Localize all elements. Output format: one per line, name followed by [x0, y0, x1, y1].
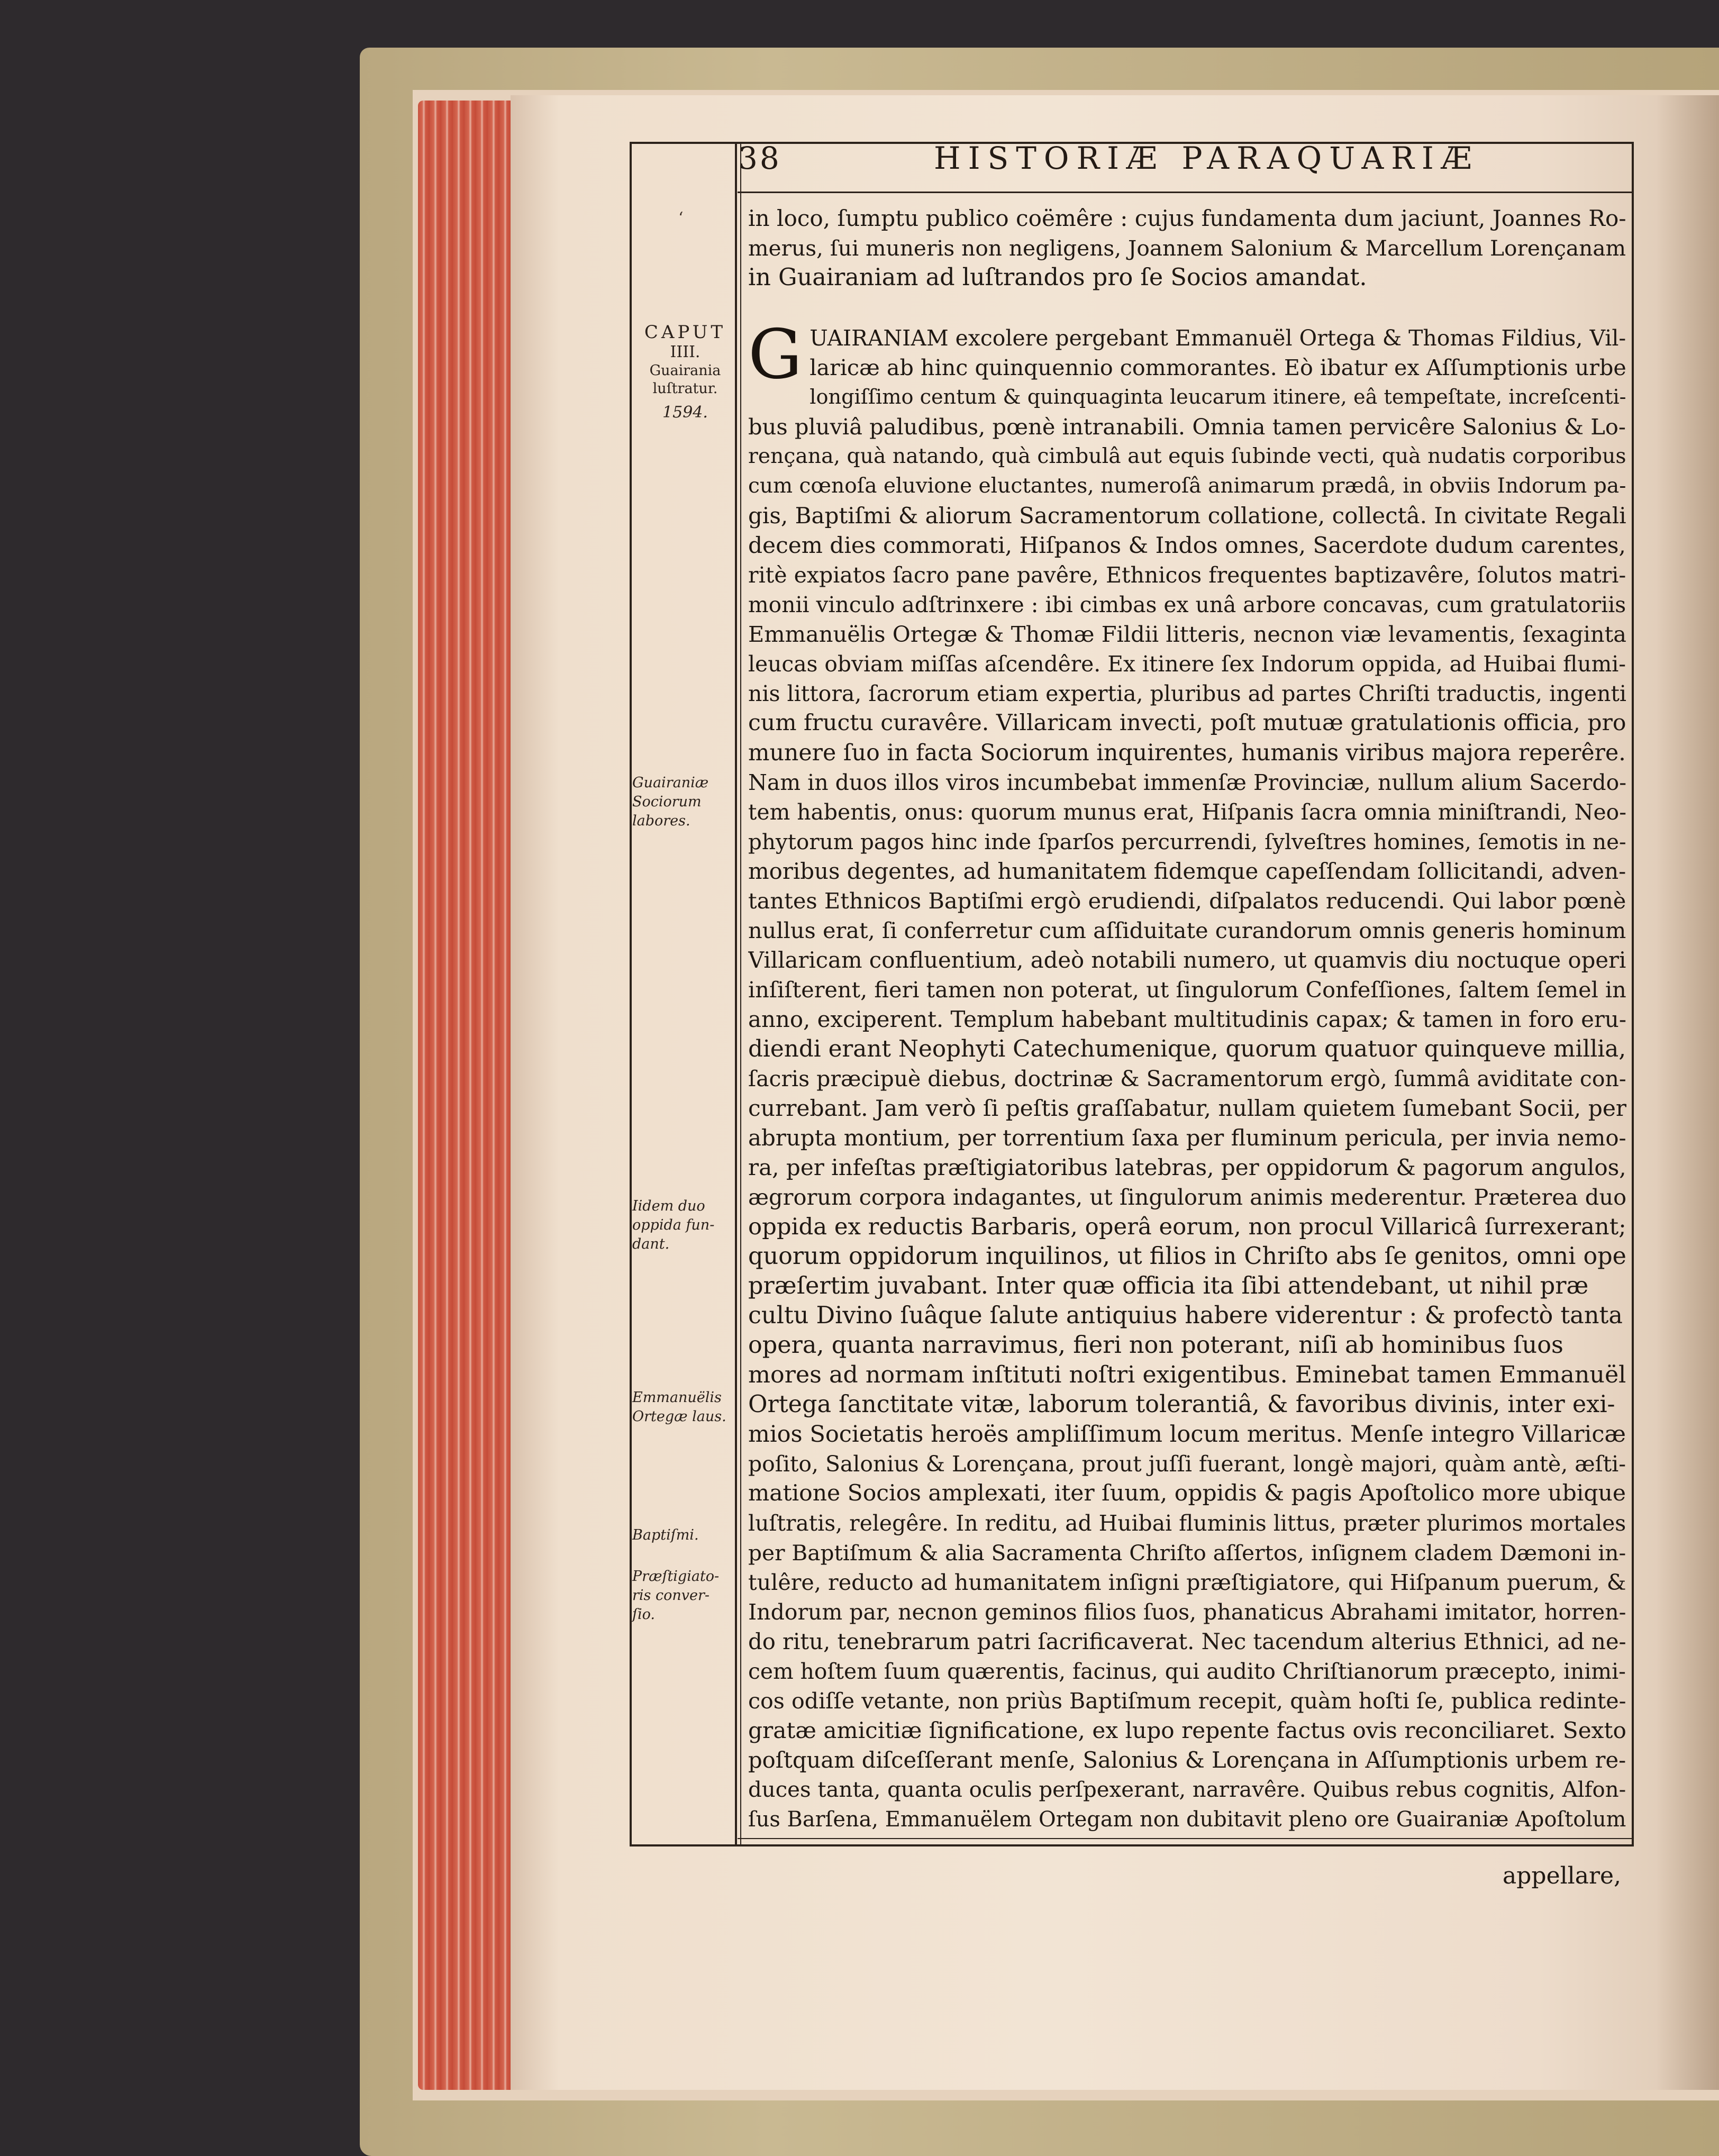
- text-line: cultu Divino ſuâque ſalute antiquius habere viderentur : & profectò tanta: [748, 1302, 1623, 1329]
- text-line: in loco, ſumptu publico coëmêre : cujus fundamenta dum jaciunt, Joannes Ro-: [748, 205, 1626, 231]
- drop-cap: G: [748, 315, 803, 394]
- margin-note-line: Baptiſmi.: [632, 1527, 699, 1543]
- text-line: bus pluviâ paludibus, pœnè intranabili. Omnia tamen pervicêre Salonius & Lo-: [748, 414, 1626, 440]
- text-line: præſertim juvabant. Inter quæ officia ita ſibi attendebant, ut nihil præ: [748, 1272, 1589, 1299]
- catchword: appellare,: [1503, 1862, 1622, 1889]
- frame-header-rule: [738, 192, 1634, 193]
- margin-note-line: Sociorum: [632, 794, 702, 810]
- text-line: decem dies commorati, Hiſpanos & Indos omnes, Sacerdote dudum carentes,: [748, 532, 1626, 558]
- text-line: duces tanta, quanta oculis perſpexerant, narravêre. Quibus rebus cognitis, Alfon-: [748, 1778, 1626, 1802]
- text-line: inſiſterent, fieri tamen non poterat, ut ſingulorum Confeſſiones, ſaltem ſemel in: [748, 977, 1626, 1003]
- text-line: per Baptiſmum & alia Sacramenta Chriſto aſſertos, inſignem cladem Dæmoni in-: [748, 1540, 1626, 1566]
- text-line: anno, exciperent. Templum habebant multitudinis capax; & tamen in foro eru-: [748, 1006, 1626, 1032]
- text-line: Ortega ſanctitate vitæ, laborum tolerantiâ, & favoribus divinis, inter exi-: [748, 1391, 1615, 1418]
- text-line: luſtratis, relegêre. In reditu, ad Huibai fluminis littus, præter plurimos mortales: [748, 1511, 1626, 1536]
- text-line: quorum oppidorum inquilinos, ut filios in Chriſto abs ſe genitos, omni ope: [748, 1243, 1626, 1270]
- red-page-edges: [418, 101, 524, 2090]
- margin-note-line: labores.: [632, 813, 690, 829]
- frame-inner-column-rule: [740, 142, 741, 1845]
- text-line: tem habentis, onus: quorum munus erat, Hiſpanis ſacra omnia miniſtrandi, Neo-: [748, 799, 1626, 825]
- text-line: moribus degentes, ad humanitatem fidemque capeſſendam ſollicitandi, adven-: [748, 858, 1626, 884]
- margin-note-labores: [632, 774, 738, 831]
- frame-right-rule: [1632, 142, 1634, 1845]
- paragraph-start: [748, 315, 1626, 394]
- text-line: ritè expiatos ſacro pane pavêre, Ethnicos frequentes baptizavêre, ſolutos matri-: [748, 562, 1626, 588]
- chapter-label: CAPUT: [644, 322, 726, 343]
- text-line: leucas obviam miſſas aſcendêre. Ex itinere ſex Indorum oppida, ad Huibai flumi-: [748, 651, 1626, 677]
- text-line: do ritu, tenebrarum patri ſacrificaverat. Nec tacendum alterius Ethnici, ad ne-: [748, 1629, 1626, 1654]
- text-line: mores ad normam inſtituti noſtri exigentibus. Eminebat tamen Emmanuël: [748, 1361, 1626, 1388]
- text-line: tulêre, reducto ad humanitatem inſigni præſtigiatore, qui Hiſpanum puerum, &: [748, 1570, 1626, 1595]
- chapter-subject-2: luſtratur.: [652, 380, 718, 397]
- frame-bottom-rule-inner: [738, 1838, 1634, 1839]
- margin-note-line: ris conver-: [632, 1587, 710, 1604]
- text-line: gis, Baptiſmi & aliorum Sacramentorum collatione, collectâ. In civitate Regali: [748, 503, 1626, 529]
- text-line: rençana, quà natando, quà cimbulâ aut equis ſubinde vecti, quà nudatis corporibus: [748, 444, 1626, 468]
- text-line: tantes Ethnicos Baptiſmi ergò erudiendi, diſpalatos reducendi. Qui labor pœnè: [748, 888, 1626, 914]
- ink-mark: ‘: [678, 209, 684, 228]
- text-line: oppida ex reductis Barbaris, operâ eorum, non procul Villaricâ ſurrexerant;: [748, 1214, 1626, 1240]
- margin-year: 1594.: [662, 403, 708, 422]
- text-line: currebant. Jam verò ſi peſtis graſſabatur, nullam quietem ſumebant Socii, per: [748, 1095, 1626, 1121]
- text-line: longiſſimo centum & quinquaginta leucarum itinere, eâ tempeſtate, increſcenti-: [810, 386, 1626, 409]
- text-line: mios Societatis heroës ampliſſimum locum meritus. Menſe integro Villaricæ: [748, 1421, 1626, 1448]
- text-line: cum fructu curavêre. Villaricam invecti, poſt mutuæ gratulationis officia, pro: [748, 710, 1626, 736]
- frame-left-rule: [630, 142, 632, 1845]
- text-line: munere ſuo in facta Sociorum inquirentes, humanis viribus majora reperêre.: [748, 740, 1626, 766]
- text-line: matione Socios amplexati, iter ſuum, oppidis & pagis Apoſtolico more ubique: [748, 1480, 1626, 1506]
- margin-note-line: Ortegæ laus.: [632, 1408, 726, 1425]
- margin-note-conversio: [632, 1567, 738, 1624]
- text-line: poſito, Salonius & Lorençana, prout juſſi fuerant, longè majori, quàm antè, æſti-: [748, 1451, 1626, 1477]
- paragraph-body: [748, 383, 1626, 1834]
- text-line: Emmanuëlis Ortegæ & Thomæ Fildii litteris, necnon viæ levamentis, ſexaginta: [748, 621, 1626, 647]
- text-line: opera, quanta narravimus, fieri non poterant, niſi ab hominibus ſuos: [748, 1332, 1563, 1359]
- text-line: gratæ amicitiæ ſignificatione, ex lupo repente factus ovis reconciliaret. Sexto: [748, 1717, 1626, 1743]
- page-number: 38: [738, 140, 781, 176]
- margin-note-oppida: [632, 1197, 738, 1254]
- gutter-shadow: [1656, 95, 1719, 2090]
- text-line: ægrorum corpora indagantes, ut ſingulorum animis mederentur. Præterea duo: [748, 1184, 1626, 1210]
- chapter-subject-1: Guairania: [649, 362, 721, 379]
- margin-note-line: Emmanuëlis: [632, 1389, 722, 1406]
- margin-note-line: oppida fun-: [632, 1217, 715, 1233]
- margin-chapter-label: [635, 322, 735, 422]
- text-line: cum cœnoſa eluvione eluctantes, numeroſâ animarum prædâ, in obviis Indorum pa-: [748, 474, 1626, 498]
- text-line: ſus Barſena, Emmanuëlem Ortegam non dubitavit pleno ore Guairaniæ Apoſtolum: [748, 1807, 1626, 1832]
- paragraph-gap: [748, 293, 1626, 323]
- text-line: poſtquam diſceſſerant menſe, Salonius & Lorençana in Aſſumptionis urbem re-: [748, 1747, 1626, 1773]
- text-line: monii vinculo adſtrinxere : ibi cimbas ex unâ arbore concavas, cum gratulatoriis: [748, 592, 1626, 617]
- margin-note-line: dant.: [632, 1236, 670, 1252]
- text-line: merus, ſui muneris non negligens, Joannem Salonium & Marcellum Lorençanam: [748, 235, 1626, 261]
- text-line: Nam in duos illos viros incumbebat immenſæ Provinciæ, nullum alium Sacerdo-: [748, 770, 1626, 795]
- text-line: diendi erant Neophyti Catechumenique, quorum quatuor quinqueve millia,: [748, 1035, 1626, 1062]
- text-line: ra, per infeſtas præſtigiatoribus latebras, per oppidorum & pagorum angulos,: [748, 1154, 1626, 1180]
- margin-note-laus: [632, 1388, 738, 1426]
- text-line: Indorum par, necnon geminos filios ſuos, phanaticus Abrahami imitator, horren-: [748, 1599, 1626, 1625]
- margin-note-line: Iidem duo: [632, 1198, 705, 1214]
- margin-note-line: Præſtigiato-: [632, 1568, 720, 1585]
- main-text-column: [748, 204, 1626, 1834]
- text-line: abrupta montium, per torrentium ſaxa per fluminum pericula, per invia nemo-: [748, 1125, 1626, 1151]
- margin-note-line: ſio.: [632, 1606, 655, 1623]
- text-line: cos odiſſe vetante, non priùs Baptiſmum recepit, quàm hoſti ſe, publica redinte-: [748, 1688, 1626, 1714]
- frame-bottom-rule: [630, 1844, 1634, 1846]
- text-line: Villaricam confluentium, adeò notabili numero, ut quamvis diu noctuque operi: [748, 947, 1626, 973]
- margin-note-baptismi: [632, 1526, 738, 1545]
- text-line: nullus erat, ſi conferretur cum aſſiduitate curandorum omnis generis hominum: [748, 918, 1626, 943]
- text-line: ſacris præcipuè diebus, doctrinæ & Sacramentorum ergò, ſummâ aviditate con-: [748, 1066, 1626, 1091]
- text-line: in Guairaniam ad luſtrandos pro ſe Socios amandat.: [748, 264, 1367, 291]
- text-line: laricæ ab hinc quinquennio commorantes. Eò ibatur ex Aſſumptionis urbe: [810, 355, 1626, 380]
- text-line: cem hoſtem ſuum quærentis, facinus, qui audito Chriſtianorum præcepto, inimi-: [748, 1659, 1626, 1684]
- running-title: HISTORIÆ PARAQUARIÆ: [934, 140, 1479, 176]
- chapter-number: IIII.: [670, 343, 701, 361]
- text-line: phytorum pagos hinc inde ſparſos percurrendi, ſylveſtres homines, ſemotis in ne-: [748, 829, 1626, 854]
- text-line: UAIRANIAM excolere pergebant Emmanuël Ortega & Thomas Fildius, Vil-: [810, 325, 1626, 351]
- text-line: nis littora, ſacrorum etiam expertia, pluribus ad partes Chriſti traductis, ingenti: [748, 681, 1626, 706]
- margin-note-line: Guairaniæ: [632, 775, 709, 791]
